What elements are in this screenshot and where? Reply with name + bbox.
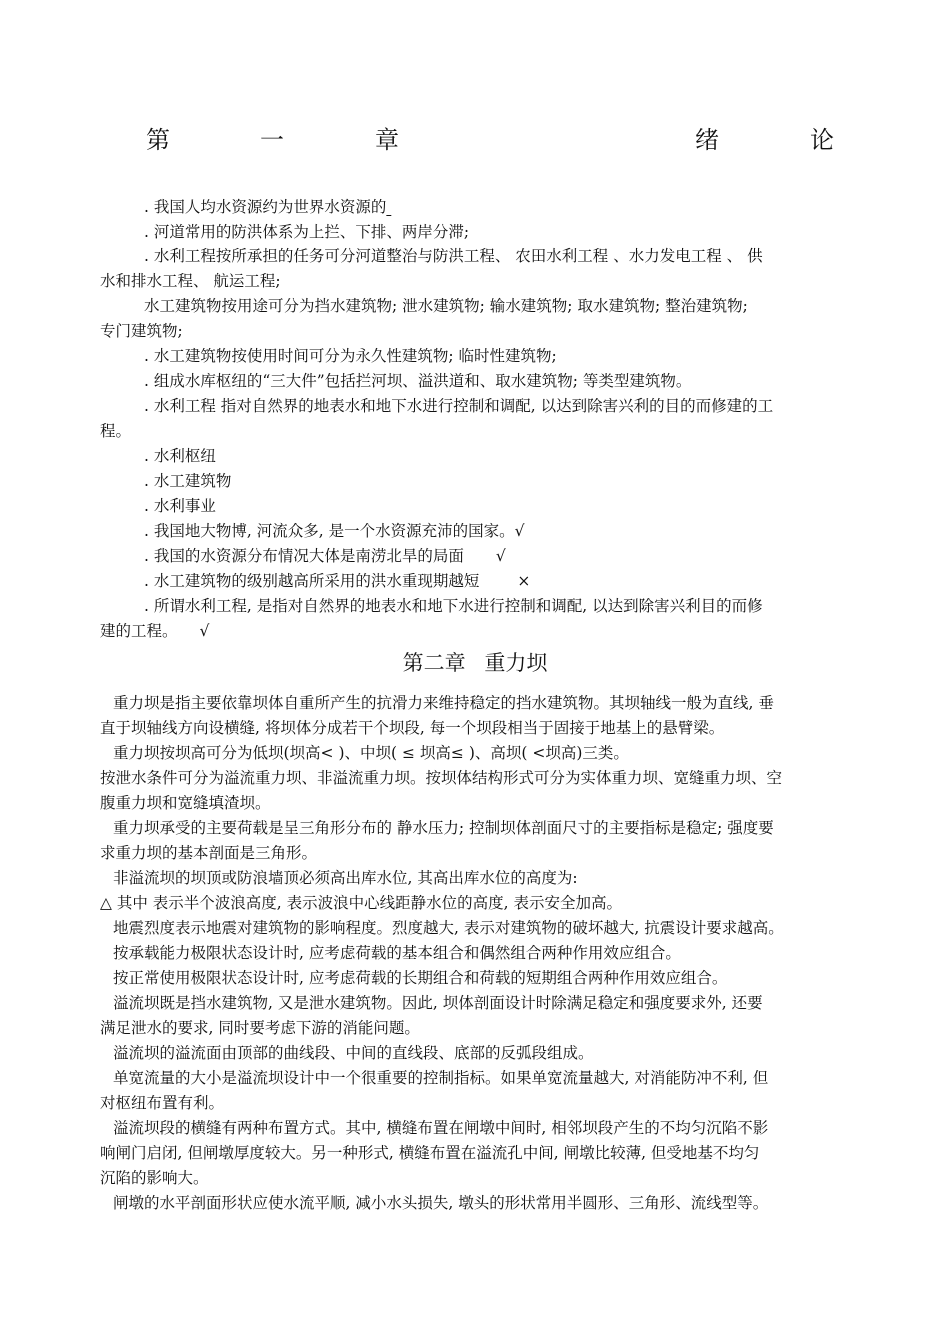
ch2-line-6: 重力坝承受的主要荷载是呈三角形分布的 静水压力; 控制坝体剖面尺寸的主要指标是稳定; 强度要	[113, 819, 774, 837]
chapter1-char-5: 论	[810, 126, 834, 154]
ch2-line-11: 按承载能力极限状态设计时, 应考虑荷载的基本组合和偶然组合两种作用效应组合。	[113, 944, 681, 962]
ch2-line-18: 溢流坝段的横缝有两种布置方式。其中, 横缝布置在闸墩中间时, 相邻坝段产生的不均匀沉陷不影	[113, 1119, 769, 1137]
ch1-line-9: . 水利工程 指对自然界的地表水和地下水进行控制和调配, 以达到除害兴利的目的而修建的工	[144, 397, 774, 415]
ch1-line-6: 专门建筑物;	[100, 322, 183, 340]
ch2-line-2: 直于坝轴线方向设横缝, 将坝体分成若干个坝段, 每一个坝段相当于固接于地基上的悬臂梁。	[100, 719, 725, 737]
chapter2-title: 重力坝	[484, 651, 548, 675]
ch2-line-16: 单宽流量的大小是溢流坝设计中一个很重要的控制指标。如果单宽流量越大, 对消能防冲不利, 但	[113, 1069, 769, 1087]
ch2-line-5: 腹重力坝和宽缝填渣坝。	[100, 794, 271, 812]
ch1-line-14: . 我国地大物博, 河流众多, 是一个水资源充沛的国家。√	[144, 522, 525, 540]
check-mark: √	[495, 547, 506, 565]
ch1-line-15: . 我国的水资源分布情况大体是南涝北旱的局面 √	[144, 547, 506, 565]
chapter1-char-3: 章	[375, 126, 399, 154]
ch2-line-21: 闸墩的水平剖面形状应使水流平顺, 减小水头损失, 墩头的形状常用半圆形、三角形、流线型等。	[113, 1194, 769, 1212]
ch2-line-12: 按正常使用极限状态设计时, 应考虑荷载的长期组合和荷载的短期组合两种作用效应组合。	[113, 969, 728, 987]
chapter2-heading	[0, 648, 950, 678]
ch1-line-3: . 水利工程按所承担的任务可分河道整治与防洪工程、 农田水利工程 、水力发电工程 、 供	[144, 247, 763, 265]
check-mark: √	[199, 622, 210, 640]
ch1-line-18: 建的工程。 √	[100, 622, 210, 640]
ch1-line-1: . 我国人均水资源约为世界水资源的	[144, 198, 387, 216]
ch2-line-13: 溢流坝既是挡水建筑物, 又是泄水建筑物。因此, 坝体剖面设计时除满足稳定和强度要求外, 还要	[113, 994, 763, 1012]
ch2-line-19: 响闸门启闭, 但闸墩厚度较大。另一种形式, 横缝布置在溢流孔中间, 闸墩比较薄, 但受地基不均匀	[100, 1144, 760, 1162]
ch1-line-10: 程。	[100, 422, 132, 440]
ch2-line-3: 重力坝按坝高可分为低坝(坝高< )、中坝( ≤ 坝高≤ )、高坝( <坝高)三类。	[113, 744, 629, 762]
chapter2-number: 第二章	[402, 651, 466, 675]
ch1-line-12: . 水工建筑物	[144, 472, 232, 490]
ch2-line-1: 重力坝是指主要依靠坝体自重所产生的抗滑力来维持稳定的挡水建筑物。其坝轴线一般为直线, 垂	[113, 694, 774, 712]
ch1-line-16: . 水工建筑物的级别越高所采用的洪水重现期越短 ×	[144, 572, 531, 590]
ch2-line-20: 沉陷的影响大。	[100, 1169, 209, 1187]
ch2-line-10: 地震烈度表示地震对建筑物的影响程度。烈度越大, 表示对建筑物的破坏越大, 抗震设计要求越高。	[113, 919, 784, 937]
chapter1-char-2: 一	[260, 126, 284, 154]
ch1-line-7: . 水工建筑物按使用时间可分为永久性建筑物; 临时性建筑物;	[144, 347, 557, 365]
cross-mark: ×	[517, 572, 531, 590]
ch2-line-17: 对枢纽布置有利。	[100, 1094, 225, 1112]
ch2-line-15: 溢流坝的溢流面由顶部的曲线段、中间的直线段、底部的反弧段组成。	[113, 1044, 594, 1062]
ch1-line-11: . 水利枢纽	[144, 447, 216, 465]
ch1-line-2: . 河道常用的防洪体系为上拦、下排、两岸分滞;	[144, 223, 470, 241]
chapter1-char-1: 第	[146, 126, 170, 154]
ch2-line-8: 非溢流坝的坝顶或防浪墙顶必须高出库水位, 其高出库水位的高度为:	[113, 869, 578, 887]
ch1-line-4: 水和排水工程、 航运工程;	[100, 272, 281, 290]
ch2-line-4: 按泄水条件可分为溢流重力坝、非溢流重力坝。按坝体结构形式可分为实体重力坝、宽缝重力坝、空	[100, 769, 783, 787]
ch1-line-5: 水工建筑物按用途可分为挡水建筑物; 泄水建筑物; 输水建筑物; 取水建筑物; 整治建筑物;	[144, 297, 748, 315]
chapter1-char-4: 绪	[695, 126, 719, 154]
ch2-line-7: 求重力坝的基本剖面是三角形。	[100, 844, 318, 862]
ch1-line-8: . 组成水库枢纽的“三大件”包括拦河坝、溢洪道和、取水建筑物; 等类型建筑物。	[144, 372, 692, 390]
ch1-line-13: . 水利事业	[144, 497, 216, 515]
ch2-line-9: △ 其中 表示半个波浪高度, 表示波浪中心线距静水位的高度, 表示安全加高。	[100, 894, 622, 912]
ch2-line-14: 满足泄水的要求, 同时要考虑下游的消能问题。	[100, 1019, 420, 1037]
ch1-line-17: . 所谓水利工程, 是指对自然界的地表水和地下水进行控制和调配, 以达到除害兴利目的而修	[144, 597, 763, 615]
